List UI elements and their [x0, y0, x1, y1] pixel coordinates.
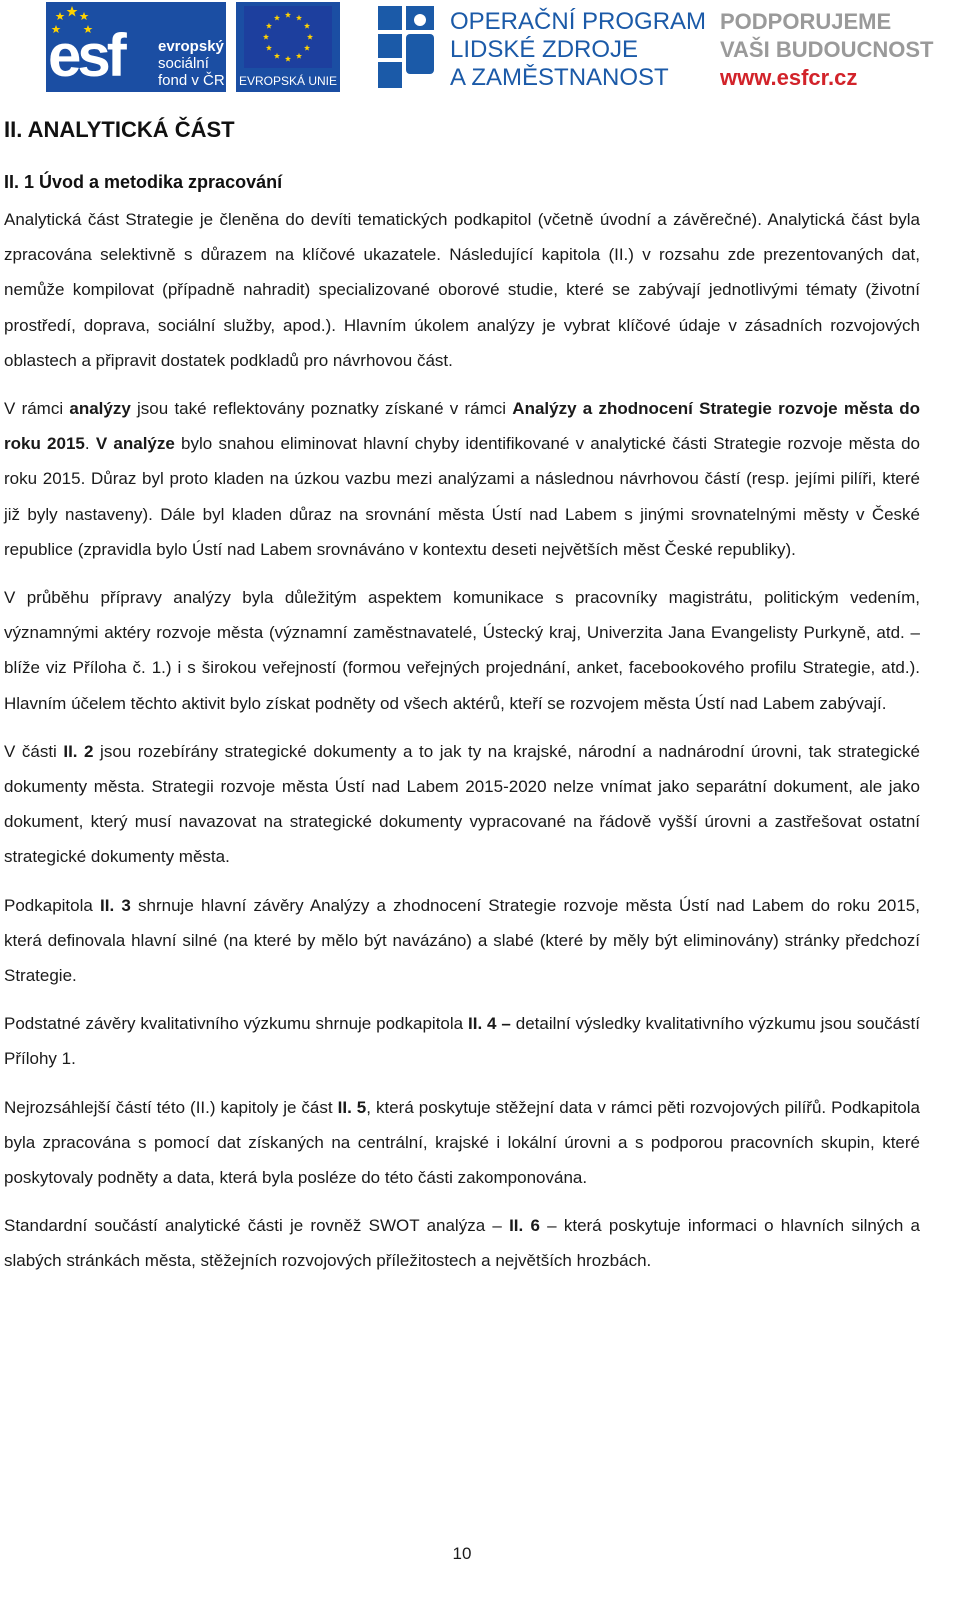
paragraph-6: [4, 1006, 920, 1076]
paragraph-4: [4, 734, 920, 875]
op-line3: A ZAMĚSTNANOST: [450, 64, 669, 91]
eu-logo: [236, 2, 340, 92]
p2-bold-2: Analýzy a zhodnocení Strategie rozvoje města do roku 2015: [4, 399, 920, 454]
esf-caption-line1: evropský: [158, 38, 224, 55]
p2-text-2: jsou také reflektovány poznatky získané v rámci: [130, 399, 513, 419]
support-line2: VAŠI BUDOUCNOST: [720, 37, 934, 62]
paragraph-3: V průběhu přípravy analýzy byla důležitým aspektem komunikace s pracovníky magistrátu, politickým vedením, významnými aktéry rozvoje města (významní zaměstnavatelé, Ústecký kraj, Univerzita Jana Evangelisty Purkyně, atd. – blíže viz Příloha č. 1.) i s širokou veřejností (formou veřejných projednání, anket, facebookového profilu Strategie, atd.). Hlavním účelem těchto aktivit bylo získat podněty od všech aktérů, kteří se rozvojem města Ústí nad Labem zabývají.: [4, 588, 920, 713]
op-program-title: [450, 8, 706, 92]
esf-caption-line3: fond v ČR: [158, 72, 225, 89]
p6-text-1: Podstatné závěry kvalitativního výzkumu shrnuje podkapitola: [4, 1014, 468, 1034]
paragraph-5: [4, 888, 920, 994]
support-line1: PODPORUJEME: [720, 9, 892, 34]
p6-bold-1: II. 4 –: [468, 1014, 511, 1034]
p4-text-2: jsou rozebírány strategické dokumenty a to jak ty na krajské, národní a nadnárodní úrovni, tak strategické dokumenty města. Strategii rozvoje města Ústí nad Labem 2015-2020 nelze vnímat jako separátní dokument, ale jako dokument, který musí navazovat na strategické dokumenty vypracované na řádově vyšší úrovni a zastřešovat ostatní strategické dokumenty města.: [4, 741, 920, 867]
p2-text-1: V rámci: [4, 399, 70, 419]
p5-text-2: shrnuje hlavní závěry Analýzy a zhodnocení Strategie rozvoje města Ústí nad Labem do roku 2015, která definovala hlavní silné (na které by mělo být navázáno) a slabé (které by měly být eliminovány) stránky předchozí Strategie.: [4, 895, 920, 986]
paragraph-1: Analytická část Strategie je členěna do devíti tematických podkapitol (včetně úvodní a závěrečné). Analytická část byla zpracována selektivně s důrazem na klíčové ukazatele. Následující kapitola (II.) v rozsahu zde prezentovaných dat, nemůže kompilovat (případně nahradit) specializované oborové studie, které se zabývají jednotlivými tématy (životní prostředí, doprava, sociální služby, apod.). Hlavním úkolem analýzy je vybrat klíčové údaje v zásadních rozvojových oblastech a připravit dostatek podkladů pro návrhovou část.: [4, 210, 920, 370]
op-line2: LIDSKÉ ZDROJE: [450, 36, 639, 63]
eu-caption: EVROPSKÁ UNIE: [238, 74, 338, 88]
p7-text-1: Nejrozsáhlejší částí této (II.) kapitoly je část: [4, 1097, 338, 1117]
document-body: [4, 112, 920, 1279]
support-url[interactable]: www.esfcr.cz: [720, 65, 858, 90]
p5-text-1: Podkapitola: [4, 895, 101, 915]
p5-bold-1: II. 3: [100, 895, 131, 915]
p4-text-1: V části: [4, 741, 64, 761]
p6-text-2: detailní výsledky kvalitativního výzkumu jsou součástí Přílohy 1.: [4, 1014, 921, 1069]
paragraph-8: [4, 1208, 920, 1278]
p8-bold-1: II. 6: [509, 1216, 540, 1236]
paragraph-2: [4, 391, 920, 567]
p2-text-3: .: [84, 434, 96, 454]
esf-wordmark: esf: [48, 22, 123, 89]
op-logo-mark-icon: [376, 2, 440, 92]
p2-bold-1: analýzy: [69, 399, 131, 419]
support-slogan: [720, 8, 934, 92]
section-title: II. 1 Úvod a metodika zpracování: [4, 172, 283, 192]
p8-text-2: – která poskytuje informaci o hlavních silných a slabých stránkách města, stěžejních rozvojových příležitostech a největších hrozbách.: [4, 1216, 920, 1271]
p4-bold-1: II. 2: [63, 741, 94, 761]
esf-caption-line2: sociální: [158, 55, 209, 72]
eu-flag-icon: [244, 6, 332, 68]
page-number: 10: [452, 1544, 472, 1563]
esf-caption: [158, 38, 225, 89]
p2-text-4: bylo snahou eliminovat hlavní chyby identifikované v analytické části Strategie rozvoje města do roku 2015. Důraz byl proto kladen na úzkou vazbu mezi analýzami a následnou návrhovou částí (resp. jejími pilíři, které již byly nastaveny). Dále byl kladen důraz na srovnání města Ústí nad Labem s jinými srovnatelnými městy v České republice (zpravidla bylo Ústí nad Labem srovnáváno v kontextu deseti největších měst České republiky).: [4, 434, 920, 559]
p8-text-1: Standardní součástí analytické části je rovněž SWOT analýza –: [4, 1216, 510, 1236]
logo-header: [0, 0, 960, 95]
paragraph-7: [4, 1090, 920, 1196]
chapter-title: II. ANALYTICKÁ ČÁST: [4, 117, 235, 142]
p2-bold-3: V analýze: [95, 434, 175, 454]
p7-text-2: , která poskytuje stěžejní data v rámci pěti rozvojových pilířů. Podkapitola byla zpracována s pomocí dat získaných na centrální, krajské i lokální úrovni a s podporou pracovních skupin, které poskytovaly podněty a data, která byla posléze do této části zakomponována.: [4, 1097, 920, 1188]
esf-logo: [46, 2, 226, 92]
op-line1: OPERAČNÍ PROGRAM: [450, 8, 707, 35]
p7-bold-1: II. 5: [337, 1097, 367, 1117]
